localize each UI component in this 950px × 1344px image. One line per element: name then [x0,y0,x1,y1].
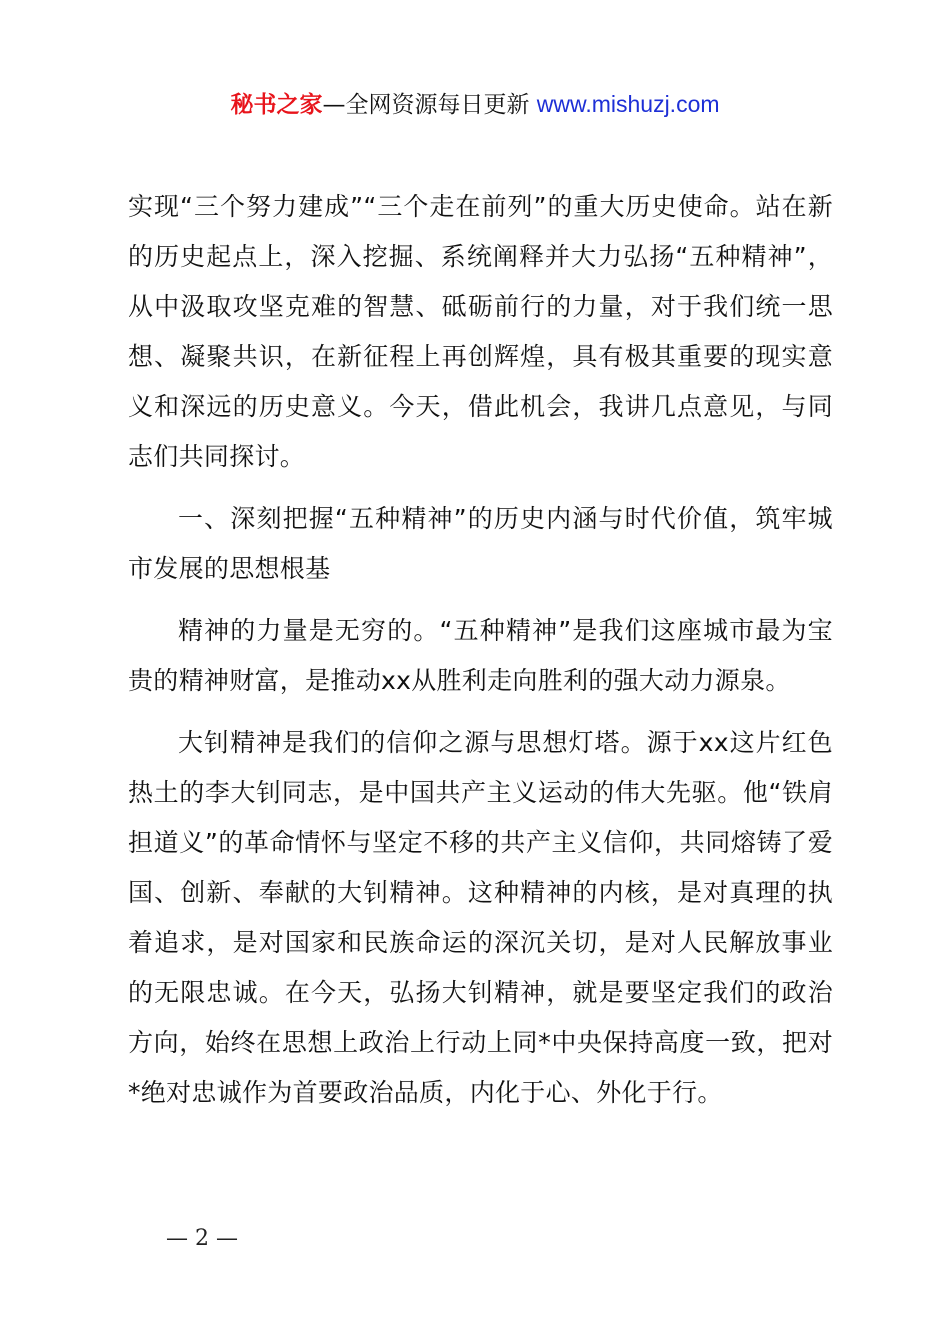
paragraph: 精神的力量是无穷的。“五种精神”是我们这座城市最为宝贵的精神财富，是推动xx从胜利走向胜利的强大动力源泉。 [128,616,833,695]
document-body [128,182,833,1130]
site-header [0,86,950,123]
section-heading: 一、深刻把握“五种精神”的历史内涵与时代价值，筑牢城市发展的思想根基 [128,504,833,583]
header-tagline: —全网资源每日更新 [322,92,537,118]
site-url-link[interactable]: www.mishuzj.com [536,91,720,117]
paragraph: 大钊精神是我们的信仰之源与思想灯塔。源于xx这片红色热土的李大钊同志，是中国共产主义运动的伟大先驱。他“铁肩担道义”的革命情怀与坚定不移的共产主义信仰，共同熔铸了爱国、创新、奉献的大钊精神。这种精神的内核，是对真理的执着追求，是对国家和民族命运的深沉关切，是对人民解放事业的无限忠诚。在今天，弘扬大钊精神，就是要坚定我们的政治方向，始终在思想上政治上行动上同*中央保持高度一致，把对*绝对忠诚作为首要政治品质，内化于心、外化于行。 [128,728,833,1107]
paragraph-continuation: 实现“三个努力建成”“三个走在前列”的重大历史使命。站在新的历史起点上，深入挖掘、系统阐释并大力弘扬“五种精神”，从中汲取攻坚克难的智慧、砥砺前行的力量，对于我们统一思想、凝聚共识，在新征程上再创辉煌，具有极其重要的现实意义和深远的历史意义。今天，借此机会，我讲几点意见，与同志们共同探讨。 [128,192,833,471]
page-number: — 2 — [166,1226,238,1251]
brand-name: 秘书之家 [230,92,323,118]
